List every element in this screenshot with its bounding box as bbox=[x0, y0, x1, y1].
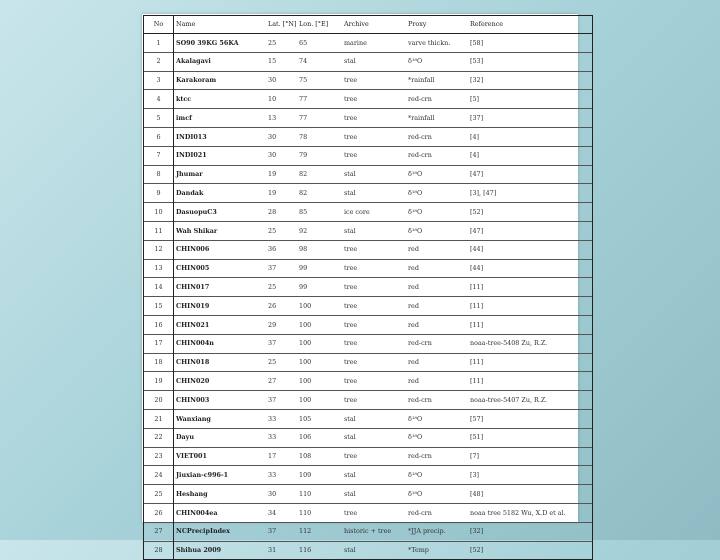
cell-lon: 82 bbox=[299, 170, 308, 179]
cell-no: 8 bbox=[144, 165, 174, 184]
cell-name: DasuopuC3 bbox=[176, 207, 217, 216]
cell-lat: 25 bbox=[268, 358, 277, 367]
cell-name: CHIN003 bbox=[176, 395, 210, 404]
cell-archive: stal bbox=[344, 170, 356, 179]
cell-no: 3 bbox=[144, 71, 174, 90]
cell-archive: tree bbox=[344, 301, 358, 310]
table-row bbox=[144, 146, 593, 165]
cell-lat: 15 bbox=[268, 57, 277, 66]
cell-archive: stal bbox=[344, 414, 356, 423]
cell-reference: [52] bbox=[468, 541, 593, 560]
cell-lon: 85 bbox=[299, 207, 308, 216]
cell-name: VIET001 bbox=[176, 452, 207, 461]
cell-proxy: red bbox=[408, 377, 419, 386]
cell-lat: 37 bbox=[268, 527, 277, 536]
cell-reference: noaa tree 5182 Wu, X.D et al. bbox=[468, 503, 593, 522]
cell-archive: tree bbox=[344, 377, 358, 386]
cell-reference: [48] bbox=[468, 485, 593, 504]
cell-lat: 29 bbox=[268, 320, 277, 329]
cell-archive: tree bbox=[344, 132, 358, 141]
cell-name: ktcc bbox=[176, 95, 192, 104]
cell-name: Karakoram bbox=[176, 76, 217, 85]
cell-name: CHIN006 bbox=[176, 245, 210, 254]
header-lon: Lon. [°E] bbox=[297, 16, 342, 34]
table-row bbox=[144, 127, 593, 146]
cell-reference: [44] bbox=[468, 259, 593, 278]
cell-proxy: δ¹⁸O bbox=[408, 489, 423, 498]
cell-reference: noaa-tree-5408 Zu, R.Z. bbox=[468, 334, 593, 353]
cell-no: 17 bbox=[144, 334, 174, 353]
cell-lat: 25 bbox=[268, 226, 277, 235]
cell-lat: 33 bbox=[268, 414, 277, 423]
cell-name: CHIN019 bbox=[176, 301, 210, 310]
cell-name: CHIN017 bbox=[176, 283, 210, 292]
table-row bbox=[144, 165, 593, 184]
cell-lon: 108 bbox=[299, 452, 312, 461]
cell-name: CHIN018 bbox=[176, 358, 210, 367]
table-header-row bbox=[144, 16, 593, 34]
cell-no: 18 bbox=[144, 353, 174, 372]
table-row bbox=[144, 466, 593, 485]
cell-proxy: red-crn bbox=[408, 452, 432, 461]
cell-no: 14 bbox=[144, 278, 174, 297]
cell-name: NCPrecipIndex bbox=[176, 527, 230, 536]
cell-no: 1 bbox=[144, 34, 174, 53]
cell-proxy: δ¹⁸O bbox=[408, 170, 423, 179]
cell-archive: tree bbox=[344, 358, 358, 367]
cell-name: imcf bbox=[176, 113, 192, 122]
cell-lat: 30 bbox=[268, 151, 277, 160]
cell-lat: 37 bbox=[268, 395, 277, 404]
cell-reference: [4] bbox=[468, 127, 593, 146]
cell-lat: 30 bbox=[268, 132, 277, 141]
cell-lat: 30 bbox=[268, 489, 277, 498]
header-archive: Archive bbox=[342, 16, 406, 34]
cell-proxy: *JJA precip. bbox=[408, 527, 446, 536]
table-row bbox=[144, 240, 593, 259]
cell-lat: 25 bbox=[268, 283, 277, 292]
table-body bbox=[144, 34, 593, 560]
cell-reference: [37] bbox=[468, 109, 593, 128]
cell-archive: tree bbox=[344, 508, 358, 517]
cell-lon: 77 bbox=[299, 95, 308, 104]
cell-reference: [11] bbox=[468, 372, 593, 391]
cell-lon: 106 bbox=[299, 433, 312, 442]
cell-lat: 19 bbox=[268, 189, 277, 198]
cell-lon: 82 bbox=[299, 189, 308, 198]
cell-no: 28 bbox=[144, 541, 174, 560]
table-row bbox=[144, 372, 593, 391]
cell-proxy: red bbox=[408, 358, 419, 367]
cell-no: 27 bbox=[144, 522, 174, 541]
cell-no: 2 bbox=[144, 52, 174, 71]
cell-archive: stal bbox=[344, 471, 356, 480]
cell-no: 22 bbox=[144, 428, 174, 447]
cell-proxy: δ¹⁸O bbox=[408, 189, 423, 198]
cell-no: 23 bbox=[144, 447, 174, 466]
header-lat: Lat. [°N] bbox=[266, 16, 297, 34]
cell-name: INDI013 bbox=[176, 132, 207, 141]
table-row bbox=[144, 315, 593, 334]
cell-lon: 75 bbox=[299, 76, 308, 85]
cell-no: 5 bbox=[144, 109, 174, 128]
cell-proxy: δ¹⁸O bbox=[408, 57, 423, 66]
cell-archive: tree bbox=[344, 76, 358, 85]
cell-no: 25 bbox=[144, 485, 174, 504]
cell-lat: 17 bbox=[268, 452, 277, 461]
cell-lon: 112 bbox=[299, 527, 312, 536]
cell-archive: tree bbox=[344, 264, 358, 273]
header-proxy: Proxy bbox=[406, 16, 468, 34]
cell-lat: 10 bbox=[268, 95, 277, 104]
table-row bbox=[144, 522, 593, 541]
cell-archive: marine bbox=[344, 38, 367, 47]
cell-reference: [4] bbox=[468, 146, 593, 165]
cell-proxy: red-crn bbox=[408, 339, 432, 348]
cell-name: Heshang bbox=[176, 489, 208, 498]
cell-lon: 100 bbox=[299, 395, 312, 404]
cell-proxy: red-crn bbox=[408, 508, 432, 517]
cell-lat: 30 bbox=[268, 76, 277, 85]
table-row bbox=[144, 503, 593, 522]
cell-reference: [11] bbox=[468, 315, 593, 334]
table-row bbox=[144, 259, 593, 278]
cell-proxy: *Temp bbox=[408, 546, 429, 555]
cell-proxy: red-crn bbox=[408, 395, 432, 404]
header-no: No bbox=[144, 16, 174, 34]
cell-name: Wanxiang bbox=[176, 414, 211, 423]
cell-archive: tree bbox=[344, 452, 358, 461]
cell-name: INDI021 bbox=[176, 151, 207, 160]
cell-name: Akalagavi bbox=[176, 57, 211, 66]
cell-name: Shihua 2009 bbox=[176, 546, 222, 555]
cell-proxy: *rainfall bbox=[408, 113, 435, 122]
cell-archive: stal bbox=[344, 433, 356, 442]
cell-no: 4 bbox=[144, 90, 174, 109]
cell-reference: [7] bbox=[468, 447, 593, 466]
cell-reference: [3] bbox=[468, 466, 593, 485]
cell-proxy: δ¹⁸O bbox=[408, 471, 423, 480]
cell-proxy: red-crn bbox=[408, 132, 432, 141]
cell-name: CHIN004n bbox=[176, 339, 214, 348]
proxy-records-table bbox=[143, 15, 593, 560]
cell-proxy: δ¹⁸O bbox=[408, 433, 423, 442]
cell-lon: 78 bbox=[299, 132, 308, 141]
cell-reference: [47] bbox=[468, 165, 593, 184]
cell-reference: [52] bbox=[468, 203, 593, 222]
cell-reference: [44] bbox=[468, 240, 593, 259]
table-row bbox=[144, 409, 593, 428]
cell-archive: historic + tree bbox=[344, 527, 392, 536]
cell-archive: tree bbox=[344, 283, 358, 292]
table-row bbox=[144, 90, 593, 109]
cell-lon: 99 bbox=[299, 264, 308, 273]
cell-lon: 105 bbox=[299, 414, 312, 423]
table-row bbox=[144, 184, 593, 203]
cell-lat: 36 bbox=[268, 245, 277, 254]
cell-reference: [47] bbox=[468, 221, 593, 240]
cell-lat: 33 bbox=[268, 471, 277, 480]
cell-name: CHIN004ea bbox=[176, 508, 218, 517]
cell-no: 11 bbox=[144, 221, 174, 240]
cell-no: 9 bbox=[144, 184, 174, 203]
cell-proxy: δ¹⁸O bbox=[408, 207, 423, 216]
cell-reference: [53] bbox=[468, 52, 593, 71]
cell-name: Wah Shikar bbox=[176, 226, 218, 235]
cell-no: 21 bbox=[144, 409, 174, 428]
cell-lon: 74 bbox=[299, 57, 308, 66]
cell-lat: 13 bbox=[268, 113, 277, 122]
table-row bbox=[144, 221, 593, 240]
cell-proxy: *rainfall bbox=[408, 76, 435, 85]
cell-lat: 37 bbox=[268, 264, 277, 273]
cell-name: Dayu bbox=[176, 433, 195, 442]
header-reference: Reference bbox=[468, 16, 593, 34]
cell-lat: 37 bbox=[268, 339, 277, 348]
cell-lon: 109 bbox=[299, 471, 312, 480]
table-row bbox=[144, 109, 593, 128]
cell-proxy: red bbox=[408, 301, 419, 310]
cell-no: 19 bbox=[144, 372, 174, 391]
cell-lon: 116 bbox=[299, 546, 312, 555]
cell-proxy: red-crn bbox=[408, 95, 432, 104]
table-row bbox=[144, 334, 593, 353]
cell-lat: 28 bbox=[268, 207, 277, 216]
cell-no: 6 bbox=[144, 127, 174, 146]
cell-name: CHIN005 bbox=[176, 264, 210, 273]
cell-lon: 110 bbox=[299, 508, 312, 517]
cell-archive: stal bbox=[344, 189, 356, 198]
cell-archive: stal bbox=[344, 226, 356, 235]
table-row bbox=[144, 297, 593, 316]
cell-lon: 100 bbox=[299, 339, 312, 348]
cell-archive: tree bbox=[344, 245, 358, 254]
cell-name: Jhumar bbox=[176, 170, 203, 179]
cell-lon: 98 bbox=[299, 245, 308, 254]
cell-archive: stal bbox=[344, 546, 356, 555]
cell-lon: 100 bbox=[299, 320, 312, 329]
cell-lon: 65 bbox=[299, 38, 308, 47]
cell-no: 12 bbox=[144, 240, 174, 259]
header-name: Name bbox=[174, 16, 267, 34]
table-row bbox=[144, 71, 593, 90]
cell-lon: 99 bbox=[299, 283, 308, 292]
cell-no: 26 bbox=[144, 503, 174, 522]
table-row bbox=[144, 278, 593, 297]
table-row bbox=[144, 485, 593, 504]
cell-proxy: δ¹⁸O bbox=[408, 414, 423, 423]
cell-archive: stal bbox=[344, 489, 356, 498]
cell-reference: [57] bbox=[468, 409, 593, 428]
cell-lon: 100 bbox=[299, 377, 312, 386]
cell-proxy: δ¹⁸O bbox=[408, 226, 423, 235]
cell-lon: 79 bbox=[299, 151, 308, 160]
cell-lat: 27 bbox=[268, 377, 277, 386]
cell-reference: [32] bbox=[468, 71, 593, 90]
cell-lat: 25 bbox=[268, 38, 277, 47]
cell-name: CHIN020 bbox=[176, 377, 210, 386]
cell-archive: tree bbox=[344, 151, 358, 160]
cell-reference: [5] bbox=[468, 90, 593, 109]
cell-archive: tree bbox=[344, 113, 358, 122]
cell-name: SO90 39KG 56KA bbox=[176, 38, 239, 47]
cell-lat: 34 bbox=[268, 508, 277, 517]
cell-lon: 100 bbox=[299, 358, 312, 367]
cell-reference: [32] bbox=[468, 522, 593, 541]
cell-name: Dandak bbox=[176, 189, 204, 198]
cell-lat: 33 bbox=[268, 433, 277, 442]
cell-no: 24 bbox=[144, 466, 174, 485]
cell-proxy: red bbox=[408, 264, 419, 273]
cell-name: Jiuxian-c996-1 bbox=[176, 471, 229, 480]
cell-lon: 92 bbox=[299, 226, 308, 235]
table-row bbox=[144, 428, 593, 447]
cell-reference: noaa-tree-5407 Zu, R.Z. bbox=[468, 391, 593, 410]
table-row bbox=[144, 353, 593, 372]
cell-lon: 110 bbox=[299, 489, 312, 498]
cell-lat: 31 bbox=[268, 546, 277, 555]
cell-no: 7 bbox=[144, 146, 174, 165]
cell-reference: [11] bbox=[468, 297, 593, 316]
cell-archive: tree bbox=[344, 320, 358, 329]
cell-lat: 19 bbox=[268, 170, 277, 179]
cell-proxy: red bbox=[408, 283, 419, 292]
cell-reference: [51] bbox=[468, 428, 593, 447]
table-row bbox=[144, 52, 593, 71]
cell-proxy: red-crn bbox=[408, 151, 432, 160]
cell-lon: 77 bbox=[299, 113, 308, 122]
cell-reference: [3], [47] bbox=[468, 184, 593, 203]
cell-proxy: varve thickn. bbox=[408, 38, 451, 47]
cell-name: CHIN021 bbox=[176, 320, 210, 329]
cell-no: 13 bbox=[144, 259, 174, 278]
table-row bbox=[144, 391, 593, 410]
cell-archive: ice core bbox=[344, 207, 370, 216]
cell-no: 16 bbox=[144, 315, 174, 334]
document-page bbox=[142, 14, 578, 555]
cell-proxy: red bbox=[408, 320, 419, 329]
table-row bbox=[144, 541, 593, 560]
cell-archive: tree bbox=[344, 395, 358, 404]
table-row bbox=[144, 34, 593, 53]
cell-archive: tree bbox=[344, 95, 358, 104]
cell-no: 20 bbox=[144, 391, 174, 410]
cell-archive: stal bbox=[344, 57, 356, 66]
cell-lon: 100 bbox=[299, 301, 312, 310]
table-row bbox=[144, 203, 593, 222]
cell-no: 10 bbox=[144, 203, 174, 222]
cell-lat: 26 bbox=[268, 301, 277, 310]
cell-no: 15 bbox=[144, 297, 174, 316]
table-row bbox=[144, 447, 593, 466]
cell-reference: [58] bbox=[468, 34, 593, 53]
cell-archive: tree bbox=[344, 339, 358, 348]
cell-reference: [11] bbox=[468, 353, 593, 372]
cell-reference: [11] bbox=[468, 278, 593, 297]
cell-proxy: red bbox=[408, 245, 419, 254]
